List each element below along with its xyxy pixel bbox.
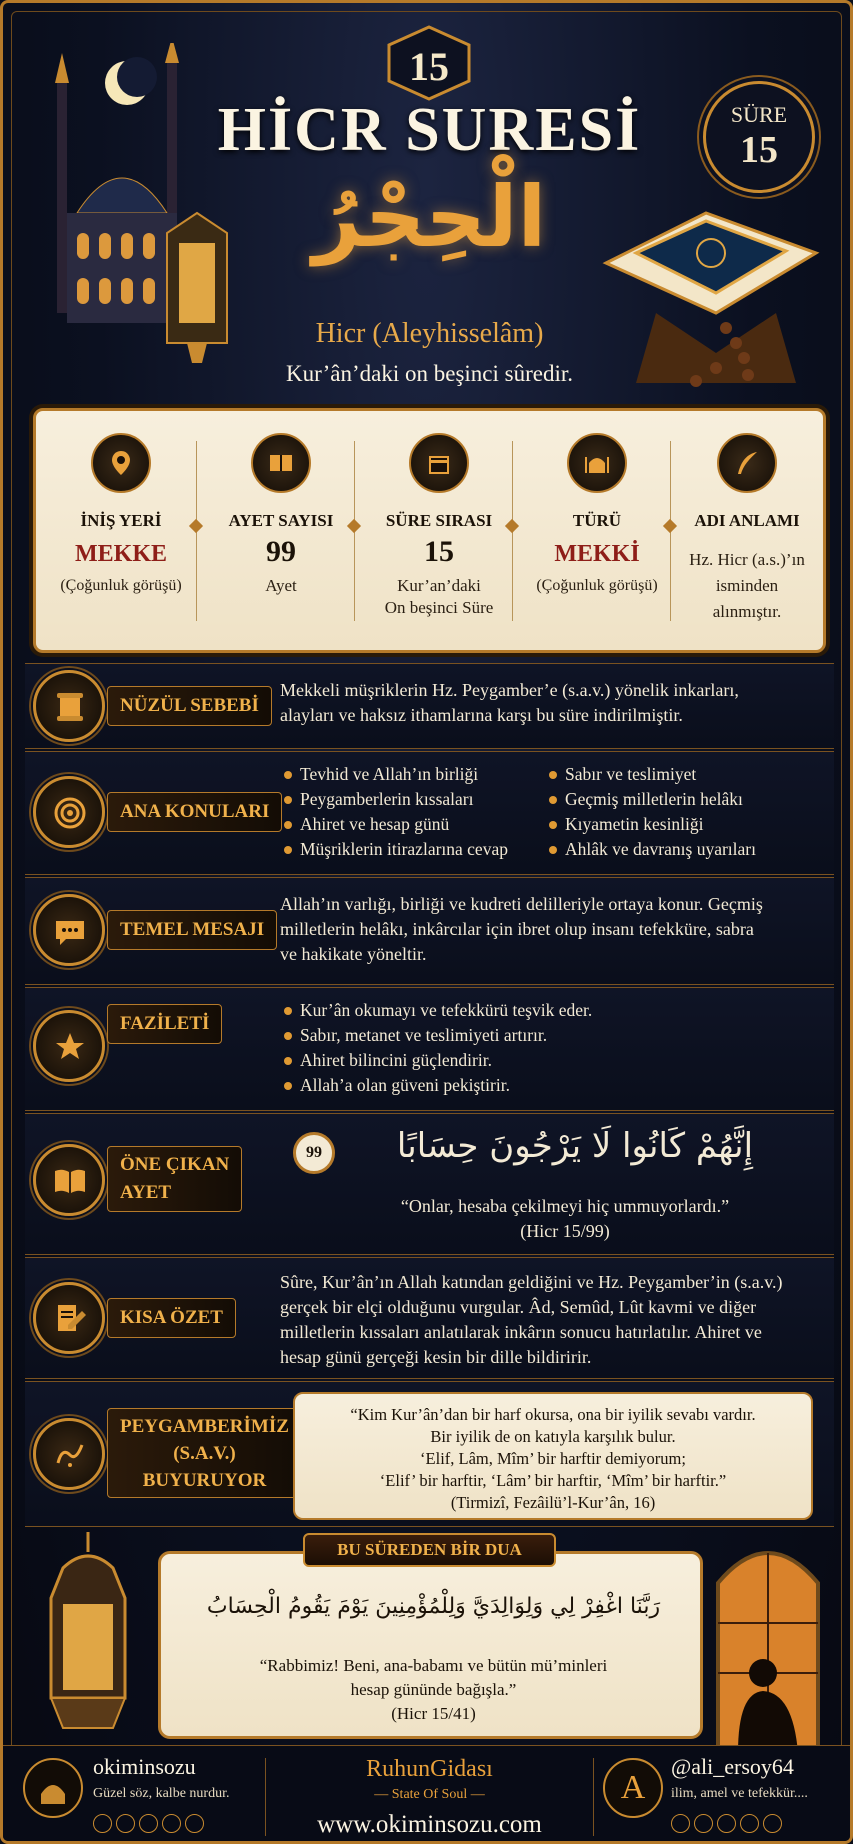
info-turu [522,423,672,643]
ayah-reference: (Hicr 15/99) [520,1221,610,1241]
arabic-ayah: إِنَّهُمْ كَانُوا لَا يَرْجُونَ حِسَابًا [396,1126,754,1166]
book-icon [33,1144,105,1216]
info-label: ADI ANLAMI [694,511,800,530]
footer-right-name: @ali_ersoy64 [671,1754,794,1779]
sure-badge [703,81,815,193]
info-card [33,408,826,653]
divider [354,441,355,621]
list-item: Peygamberlerin kıssaları [280,787,560,812]
text-line: milletlerin kıssaları anlatılarak inkârın sonucu hatırlatılır. Ahiret ve [280,1322,762,1342]
section-nuzul [25,663,834,749]
section-label: FAZİLETİ [107,1004,222,1044]
footer-left-tagline: Güzel söz, kalbe nurdur. [93,1786,230,1801]
mosque-logo-icon [23,1758,83,1818]
info-inis-yeri [46,423,196,643]
info-ayet-sayisi [206,423,356,643]
kaaba-icon [409,433,469,493]
hadis-line: ‘Elif’ bir harftir, ‘Lâm’ bir harftir, ‘Mîm’ bir harftir.” [379,1471,727,1490]
translation-text: “Onlar, hesaba çekilmeyi hiç ummuyorlardı.” [400,1196,730,1216]
footer-divider [593,1758,594,1836]
text-line: Allah’ın varlığı, birliği ve kudreti delilleriyle ortaya konur. Geçmiş [280,894,763,914]
author-logo-icon: A [603,1758,663,1818]
info-label: TÜRÜ [572,511,622,530]
info-note: (Çoğunluk görüşü) [536,577,658,594]
fazilet-list [280,998,820,1098]
list-item: Geçmiş milletlerin helâkı [545,787,825,812]
praying-person-illustration [708,1523,828,1753]
hadis-quote-box [293,1392,813,1520]
section-one-cikan-ayet [25,1113,834,1255]
text-line: Sûre, Kur’ân’ın Allah katından geldiğini ve Hz. Peygamber’in (s.a.v.) [280,1272,783,1292]
section-kisa-ozet [25,1257,834,1379]
text-line: ve hakikate yöneltir. [280,944,427,964]
chat-bubble-icon [33,894,105,966]
ayah-number-badge: 99 [293,1132,335,1174]
info-value: MEKKE [74,541,167,567]
arabic-name: الْحِجْرُ [312,168,547,266]
section-label: KISA ÖZET [107,1298,236,1338]
section-label: NÜZÜL SEBEBİ [107,686,272,726]
info-note: Kur’an’daki On beşinci Süre [384,576,494,617]
topic-list-left [280,762,560,862]
instagram-icon[interactable] [93,1814,112,1833]
dua-translation [171,1654,696,1726]
section-text [280,1270,830,1370]
section-label: TEMEL MESAJI [107,910,277,950]
dua-line: “Rabbimiz! Beni, ana-babamı ve bütün mü’minleri [259,1656,608,1675]
divider [512,441,513,621]
footer-website-link[interactable]: www.okiminsozu.com [317,1811,542,1838]
list-item: Tevhid ve Allah’ın birliği [280,762,560,787]
document-pen-icon [33,1282,105,1354]
info-value: 99 [266,535,296,568]
target-icon [33,776,105,848]
youtube-icon[interactable] [717,1814,736,1833]
footer-brand: RuhunGidası [366,1756,493,1782]
text-line: Mekkeli müşriklerin Hz. Peygamber’e (s.a.v.) yönelik inkarları, [280,680,739,700]
location-pin-icon [91,433,151,493]
tiktok-icon[interactable] [162,1814,181,1833]
lantern-illustration [33,1528,143,1753]
hadis-line: Bir iyilik de on katıyla karşılık bulur. [430,1427,676,1446]
info-sure-sirasi [364,423,514,643]
info-label: İNİŞ YERİ [80,511,162,530]
footer-left-name: okiminsozu [93,1754,196,1779]
number-badge [383,25,475,101]
dua-title: BU SÜREDEN BİR DUA [303,1533,556,1567]
text-line: milletlerin helâkı, inkârcılar için ibret olup insanı tefekküre, sabra [280,919,754,939]
info-label: AYET SAYISI [228,511,334,530]
section-label [107,1408,302,1498]
section-ana-konulari [25,751,834,875]
section-text [280,678,825,728]
number-badge-value: 15 [409,44,449,89]
facebook-icon[interactable] [185,1814,204,1833]
label-line: (S.A.V.) [173,1443,236,1464]
list-item: Ahiret ve hesap günü [280,812,560,837]
sure-badge-label: SÜRE [730,102,788,127]
info-value: MEKKİ [554,541,640,567]
mosque-icon [567,433,627,493]
footer-right-social-icons [671,1814,786,1834]
facebook-icon[interactable] [763,1814,782,1833]
footer [3,1745,853,1844]
info-note: Ayet [265,576,297,595]
tiktok-icon[interactable] [740,1814,759,1833]
text-line: alayları ve haksız ithamlarına karşı bu süre indirilmiştir. [280,705,683,725]
star-icon [33,1010,105,1082]
info-label: SÜRE SIRASI [385,511,493,530]
youtube-icon[interactable] [139,1814,158,1833]
section-label: ANA KONULARI [107,792,282,832]
info-value: 15 [424,535,454,568]
section-label [107,1146,242,1212]
subtitle: Hicr (Aleyhisselâm) [315,318,544,349]
info-note: (Çoğunluk görüşü) [60,577,182,594]
quran-illustration [596,153,826,403]
header [3,3,853,413]
list-item: Allah’a olan güveni pekiştirir. [280,1073,820,1098]
hadis-text [295,1404,811,1514]
page-title: HİCR SURESİ [217,96,642,164]
topic-list-right [545,762,825,862]
quill-icon [717,433,777,493]
footer-brand-tagline: — State Of Soul — [374,1787,485,1802]
hadis-line: ‘Elif, Lâm, Mîm’ bir harftir demiyorum; [420,1449,686,1468]
divider [670,441,671,621]
list-item: Kur’ân okumayı ve tefekkürü teşvik eder. [280,998,820,1023]
text-line: hesap günü gerçeği kesin bir dille bildiririr. [280,1347,592,1367]
dua-line: hesap gününde bağışla.” [350,1680,517,1699]
footer-left-social-icons [93,1814,208,1834]
section-temel-mesaj [25,877,834,985]
divider [196,441,197,621]
sure-badge-number: 15 [740,129,778,171]
hadis-line: “Kim Kur’ân’dan bir harf okursa, ona bir iyilik sevabı vardır. [350,1405,756,1424]
section-hadis [25,1381,834,1527]
calligraphy-icon [33,1418,105,1490]
info-adi-anlami [672,423,822,643]
list-item: Ahlâk ve davranış uyarıları [545,837,825,862]
info-note: Hz. Hicr (a.s.)’ın isminden alınmıştır. [689,550,805,621]
section-fazilet [25,987,834,1111]
dua-reference: (Hicr 15/41) [391,1704,476,1723]
dua-arabic: رَبَّنَا اغْفِرْ لِي وَلِوَالِدَيَّ وَلِلْمُؤْمِنِينَ يَوْمَ يَقُومُ الْحِسَابُ [206,1594,661,1619]
open-book-icon [251,433,311,493]
subline: Kur’ân’daki on beşinci sûredir. [286,361,573,386]
text-line: gerçek bir elçi olduğunu vurgular. Âd, Semûd, Lût kavmi ve diğer [280,1297,757,1317]
list-item: Sabır, metanet ve teslimiyeti artırır. [280,1023,820,1048]
label-line: AYET [120,1182,172,1203]
footer-right-tagline: ilim, amel ve tefekkür.... [671,1786,808,1801]
list-item: Müşriklerin itirazlarına cevap [280,837,560,862]
ayah-translation [325,1194,805,1244]
hadis-reference: (Tirmizî, Fezâilü’l-Kur’ân, 16) [450,1493,656,1512]
label-line: PEYGAMBERİMİZ [120,1416,289,1437]
list-item: Ahiret bilincini güçlendirir. [280,1048,820,1073]
list-item: Sabır ve teslimiyet [545,762,825,787]
mosque-illustration [17,43,267,383]
section-text [280,892,830,967]
label-line: ÖNE ÇIKAN [120,1154,230,1175]
instagram-icon[interactable] [671,1814,690,1833]
telegram-icon[interactable] [694,1814,713,1833]
dua-box [158,1551,703,1739]
scroll-icon [33,670,105,742]
telegram-icon[interactable] [116,1814,135,1833]
list-item: Kıyametin kesinliği [545,812,825,837]
label-line: BUYURUYOR [142,1470,267,1491]
